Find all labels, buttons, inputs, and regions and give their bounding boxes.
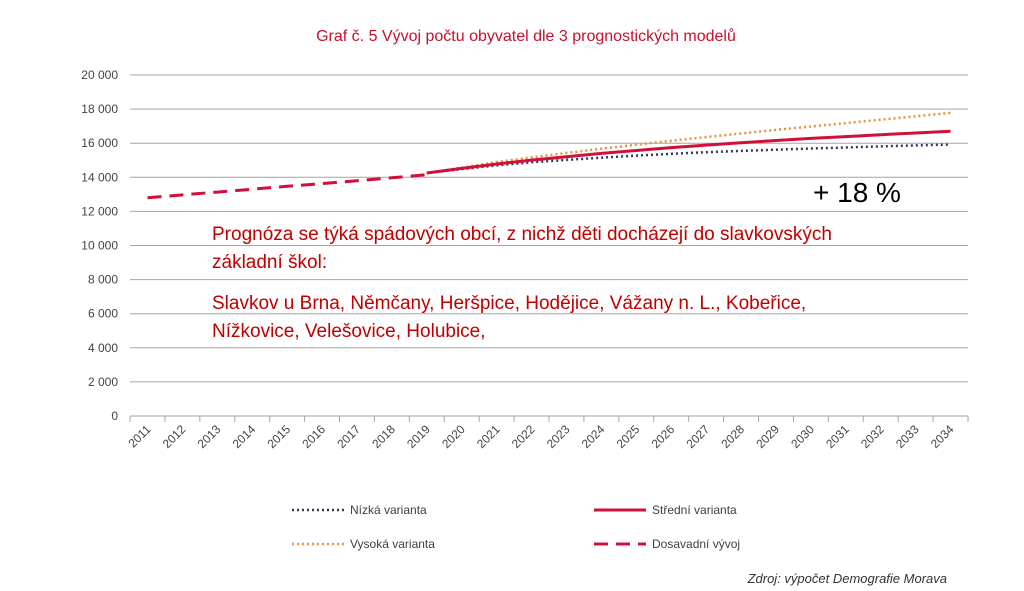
y-tick-label: 2 000 bbox=[87, 374, 118, 389]
x-tick-label: 2027 bbox=[683, 422, 713, 452]
x-tick-label: 2021 bbox=[473, 422, 503, 452]
x-tick-label: 2032 bbox=[858, 422, 887, 452]
x-tick-label: 2023 bbox=[543, 422, 573, 452]
x-tick-label: 2025 bbox=[613, 422, 643, 452]
x-tick-label: 2016 bbox=[299, 422, 329, 452]
x-tick-label: 2012 bbox=[159, 422, 189, 452]
x-tick-label: 2033 bbox=[892, 422, 922, 452]
x-tick-label: 2028 bbox=[718, 422, 748, 452]
y-tick-label: 14 000 bbox=[81, 170, 118, 185]
chart-legend bbox=[292, 503, 740, 551]
y-tick-label: 12 000 bbox=[81, 204, 118, 219]
y-tick-label: 0 bbox=[111, 409, 118, 423]
note-line-1: Prognóza se týká spádových obcí, z nichž děti docházejí do slavkovských bbox=[212, 224, 832, 245]
x-tick-label: 2031 bbox=[823, 422, 852, 452]
series-line-low bbox=[427, 145, 951, 173]
y-tick-label: 18 000 bbox=[81, 102, 118, 117]
y-tick-label: 10 000 bbox=[81, 238, 118, 253]
series-line-mid bbox=[427, 131, 951, 173]
note-line-4: Nížkovice, Velešovice, Holubice, bbox=[212, 321, 486, 342]
source-note: Zdroj: výpočet Demografie Morava bbox=[747, 571, 947, 586]
x-tick-label: 2017 bbox=[334, 422, 364, 452]
x-tick-label: 2014 bbox=[229, 422, 259, 452]
chart-grid bbox=[130, 75, 968, 416]
legend-label: Nízká varianta bbox=[350, 503, 427, 517]
y-tick-label: 16 000 bbox=[81, 136, 118, 151]
x-tick-label: 2022 bbox=[508, 422, 538, 452]
series-line-history bbox=[148, 175, 427, 198]
x-tick-label: 2013 bbox=[194, 422, 224, 452]
x-tick-label: 2026 bbox=[648, 422, 678, 452]
x-tick-label: 2030 bbox=[788, 422, 817, 452]
x-tick-label: 2018 bbox=[369, 422, 398, 452]
y-tick-label: 6 000 bbox=[87, 306, 118, 321]
legend-label: Dosavadní vývoj bbox=[652, 537, 741, 551]
x-tick-label: 2015 bbox=[264, 422, 294, 452]
x-tick-label: 2020 bbox=[439, 422, 468, 452]
percent-annotation: + 18 % bbox=[813, 177, 901, 208]
y-tick-label: 8 000 bbox=[87, 272, 118, 287]
note-line-3: Slavkov u Brna, Němčany, Heršpice, Hodějice, Vážany n. L., Kobeřice, bbox=[212, 293, 807, 314]
y-axis-ticks bbox=[81, 68, 118, 423]
x-tick-label: 2024 bbox=[578, 422, 608, 452]
chart-title: Graf č. 5 Vývoj počtu obyvatel dle 3 prognostických modelů bbox=[316, 28, 736, 45]
x-axis-ticks bbox=[125, 416, 968, 451]
x-tick-label: 2019 bbox=[404, 422, 433, 452]
note-line-2: základní škol: bbox=[212, 252, 328, 273]
legend-label: Vysoká varianta bbox=[350, 537, 435, 551]
x-tick-label: 2029 bbox=[753, 422, 783, 452]
x-tick-label: 2011 bbox=[125, 422, 154, 451]
x-tick-label: 2034 bbox=[927, 422, 957, 452]
y-tick-label: 20 000 bbox=[81, 68, 118, 82]
legend-label: Střední varianta bbox=[652, 503, 737, 517]
y-tick-label: 4 000 bbox=[87, 340, 118, 355]
